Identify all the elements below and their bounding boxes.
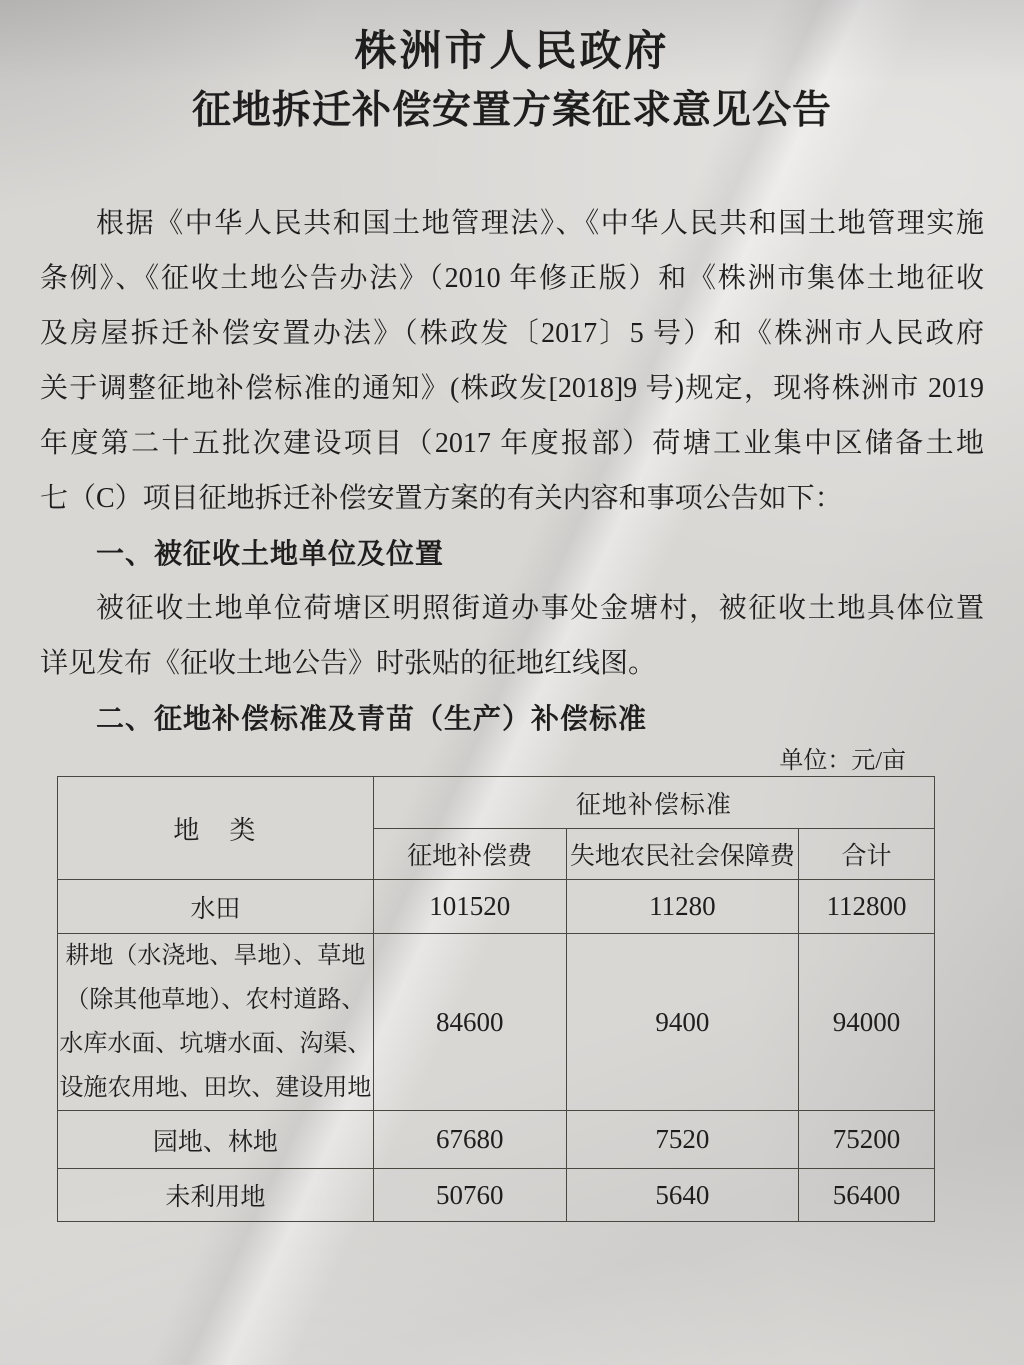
header-cell-total: 合计 — [799, 829, 935, 880]
intro-line: 年度第二十五批次建设项目（2017 年度报部）荷塘工业集中区储备土地 — [40, 428, 984, 459]
table-row — [58, 880, 935, 934]
section-1-line: 被征收土地单位荷塘区明照街道办事处金塘村，被征收土地具体位置 — [96, 593, 984, 624]
cell-land-comp: 50760 — [373, 1169, 566, 1222]
intro-line: 七（C）项目征地拆迁补偿安置方案的有关内容和事项公告如下： — [40, 483, 843, 514]
cell-land-type: 园地、林地 — [58, 1111, 374, 1169]
intro-paragraph — [40, 196, 984, 526]
section-1-line: 详见发布《征收土地公告》时张贴的征地红线图。 — [40, 648, 657, 679]
intro-line: 条例》、《征收土地公告办法》（2010 年修正版）和《株洲市集体土地征收 — [40, 263, 984, 294]
cell-land-comp: 84600 — [373, 934, 566, 1111]
cell-total: 112800 — [799, 880, 935, 934]
cell-land-type: 未利用地 — [58, 1169, 374, 1222]
cell-total: 56400 — [799, 1169, 935, 1222]
section-2-heading: 二、征地补偿标准及青苗（生产）补偿标准 — [96, 703, 648, 734]
header-cell-group: 征地补偿标准 — [373, 777, 934, 829]
cell-social: 7520 — [566, 1111, 798, 1169]
document-title — [40, 22, 984, 140]
table-unit-label: 单位：元/亩 — [779, 748, 906, 774]
compensation-table — [57, 776, 935, 1222]
intro-line: 及房屋拆迁补偿安置办法》（株政发〔2017〕5 号）和《株洲市人民政府 — [40, 318, 984, 349]
cell-social: 5640 — [566, 1169, 798, 1222]
cell-land-type: 耕地（水浇地、旱地）、草地（除其他草地）、农村道路、水库水面、坑塘水面、沟渠、设施农用地、田坎、建设用地 — [58, 934, 374, 1111]
table-row — [58, 934, 935, 1111]
intro-line: 根据《中华人民共和国土地管理法》、《中华人民共和国土地管理实施 — [96, 208, 984, 239]
cell-total: 94000 — [799, 934, 935, 1111]
title-line-2: 征地拆迁补偿安置方案征求意见公告 — [191, 89, 832, 132]
header-cell-land-comp: 征地补偿费 — [373, 829, 566, 880]
header-cell-land-type: 地 类 — [58, 777, 374, 880]
section-1-heading: 一、被征收土地单位及位置 — [96, 538, 445, 569]
header-cell-social: 失地农民社会保障费 — [566, 829, 798, 880]
table-row — [58, 1169, 935, 1222]
cell-social: 11280 — [566, 880, 798, 934]
cell-land-comp: 101520 — [373, 880, 566, 934]
table-header-row-group — [58, 777, 935, 829]
cell-total: 75200 — [799, 1111, 935, 1169]
intro-line: 关于调整征地补偿标准的通知》(株政发[2018]9 号)规定，现将株洲市 2019 — [40, 373, 984, 404]
cell-social: 9400 — [566, 934, 798, 1111]
table-row — [58, 1111, 935, 1169]
cell-land-comp: 67680 — [373, 1111, 566, 1169]
title-line-1: 株洲市人民政府 — [354, 29, 670, 75]
cell-land-type: 水田 — [58, 880, 374, 934]
section-1-paragraph — [40, 581, 984, 691]
